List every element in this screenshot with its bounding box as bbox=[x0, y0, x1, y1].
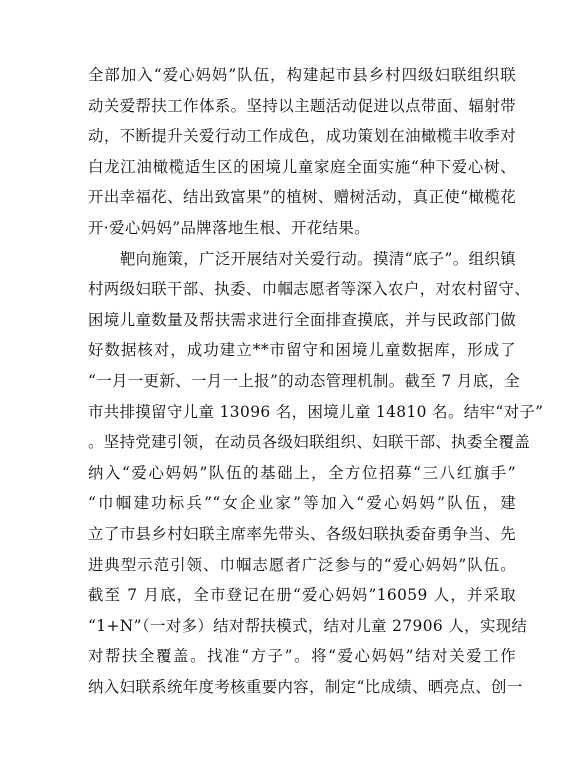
text-line: 村两级妇联干部、执委、巾帼志愿者等深入农户，对农村留守、 bbox=[88, 280, 531, 299]
text-line: 进典型示范引领、巾帼志愿者广泛参与的“爱心妈妈”队伍。 bbox=[88, 555, 516, 574]
text-line: 纳入妇联系统年度考核重要内容，制定“比成绩、晒亮点、创一 bbox=[88, 677, 523, 696]
text-line: 立了市县乡村妇联主席率先带头、各级妇联执委奋勇争当、先 bbox=[88, 524, 516, 543]
text-line: “一月一更新、一月一上报”的动态管理机制。截至 7 月底，全 bbox=[88, 371, 521, 390]
body-text bbox=[88, 60, 544, 702]
text-line: 纳入“爱心妈妈”队伍的基础上，全方位招募“三八红旗手” bbox=[88, 463, 516, 482]
text-line: 靶向施策，广泛开展结对关爱行动。摸清“底子”。组织镇 bbox=[120, 249, 516, 268]
text-line: 市共排摸留守儿童 13096 名，困境儿童 14810 名。结牢“对子” bbox=[88, 402, 544, 421]
text-line: “巾帼建功标兵”“女企业家”等加入“爱心妈妈”队伍，建 bbox=[88, 494, 516, 513]
text-line: 。坚持党建引领，在动员各级妇联组织、妇联干部、执委全覆盖 bbox=[88, 433, 531, 452]
paragraph-1 bbox=[88, 60, 516, 244]
text-line: 动关爱帮扶工作体系。坚持以主题活动促进以点带面、辐射带 bbox=[88, 96, 516, 115]
text-line: 好数据核对，成功建立**市留守和困境儿童数据库，形成了 bbox=[88, 341, 516, 360]
text-line: 白龙江油橄榄适生区的困境儿童家庭全面实施“种下爱心树、 bbox=[88, 157, 516, 176]
paragraph-2 bbox=[88, 244, 544, 703]
text-line: 全部加入“爱心妈妈”队伍，构建起市县乡村四级妇联组织联 bbox=[88, 66, 516, 84]
text-line: 开·爱心妈妈”品牌落地生根、开花结果。 bbox=[88, 218, 371, 237]
text-line: “1+N”（一对多）结对帮扶模式，结对儿童 27906 人，实现结 bbox=[88, 616, 528, 635]
text-line: 截至 7 月底，全市登记在册“爱心妈妈”16059 人，并采取 bbox=[88, 586, 516, 605]
text-line: 开出幸福花、结出致富果”的植树、赠树活动，真正使“橄榄花 bbox=[88, 188, 516, 207]
text-line: 动，不断提升关爱行动工作成色，成功策划在油橄榄丰收季对 bbox=[88, 127, 516, 146]
text-line: 困境儿童数量及帮扶需求进行全面排查摸底，并与民政部门做 bbox=[88, 310, 516, 329]
text-line: 对帮扶全覆盖。找准“方子”。将“爱心妈妈”结对关爱工作 bbox=[88, 647, 516, 666]
